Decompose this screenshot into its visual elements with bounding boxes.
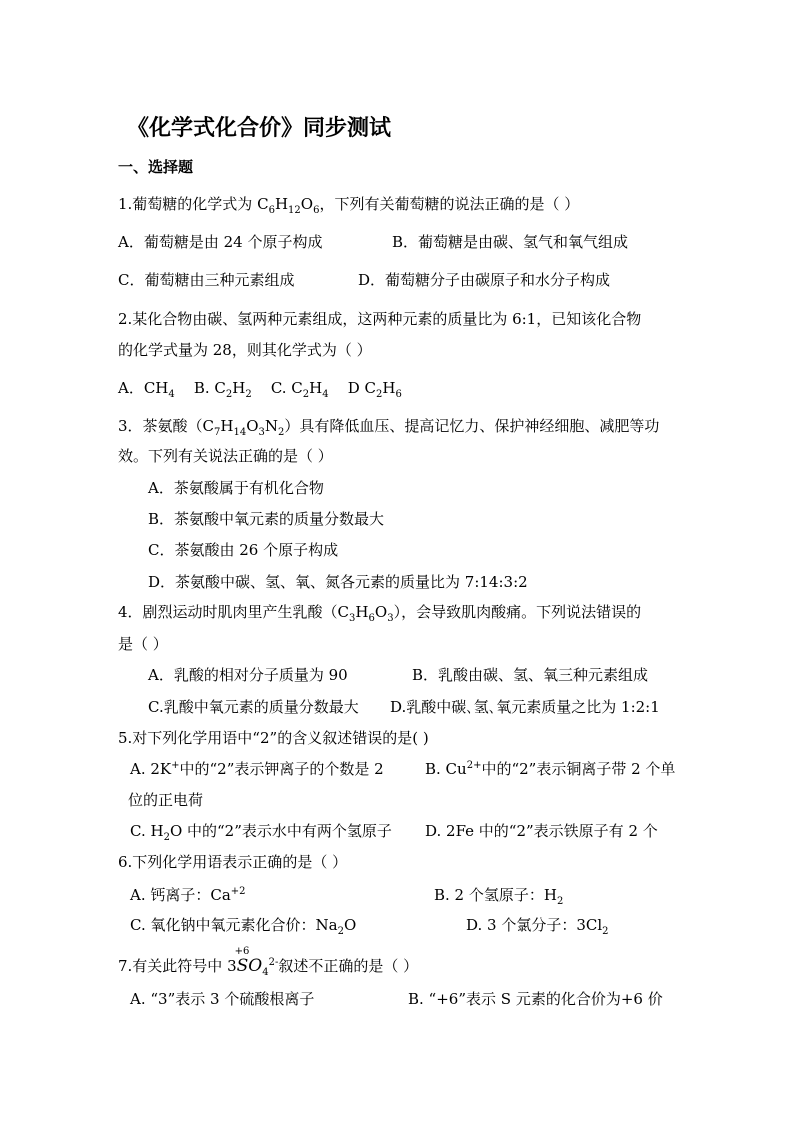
question-5-stem: 5.对下列化学用语中“2”的含义叙述错误的是( ): [118, 729, 429, 747]
section-heading: 一、选择题: [118, 158, 194, 176]
question-5-option-b: B. $Cu^{2+}$中的“2”表示铜离子带 2 个单: [425, 760, 676, 778]
question-5-option-a: A. 2K+中的“2”表示钾离子的个数是 2: [130, 760, 384, 778]
question-5-option-b-continued: 位的正电荷: [128, 791, 204, 809]
q2-option-c: C. $C_2H_4$: [270, 379, 329, 400]
question-1-option-b: B．葡萄糖是由碳、氢气和氧气组成: [392, 233, 629, 251]
question-1-option-c: C．葡萄糖由三种元素组成: [118, 271, 295, 289]
question-6-option-c: C. 氧化钠中氧元素化合价：$Na_2O$: [130, 916, 357, 937]
question-3-option-a: A．茶氨酸属于有机化合物: [148, 479, 324, 497]
page-title: 《化学式化合价》同步测试: [127, 115, 392, 141]
q2-option-d: D $C_2H_6$: [347, 379, 402, 400]
question-7-stem: 7.有关此符号中 3 +6 $SO_4^{2-}$叙述不正确的是（ ）: [118, 946, 419, 978]
question-6-option-b: B. 2 个氢原子：$H_2$: [434, 886, 564, 907]
question-5-option-c: C. $H_2O$ 中的“2”表示水中有两个氢原子: [130, 822, 392, 843]
question-6-option-a: A. 钙离子：$Ca^{+2}$: [130, 886, 246, 904]
question-6-stem: 6.下列化学用语表示正确的是（ ）: [118, 853, 348, 871]
question-5-option-d: D. 2Fe 中的“2”表示铁原子有 2 个: [425, 822, 658, 840]
question-4-stem-line1: 4．剧烈运动时肌肉里产生乳酸$(C_3H_6O_3)$，会导致肌肉酸痛。下列说法错误的: [118, 603, 642, 624]
question-1-stem: 1.葡萄糖的化学式为 $C_6H_{12}O_6$，下列有关葡萄糖的说法正确的是（ ）: [118, 195, 580, 216]
question-2-stem-line1: 2.某化合物由碳、氢两种元素组成，这两种元素的质量比为 6:1，已知该化合物: [118, 310, 642, 328]
question-3-option-d: D．茶氨酸中碳、氢、氧、氮各元素的质量比为 7:14:3:2: [148, 573, 528, 591]
question-4-option-b: B．乳酸由碳、氢、氧三种元素组成: [412, 666, 649, 684]
question-4-stem-line2: 是（ ）: [118, 635, 168, 653]
question-3-option-c: C．茶氨酸由 26 个原子构成: [148, 541, 339, 559]
question-2-options: [118, 378, 402, 398]
question-3-stem-line2: 效。下列有关说法正确的是（ ）: [118, 447, 333, 465]
question-1-option-a: A．葡萄糖是由 24 个原子构成: [118, 233, 323, 251]
question-3-stem-line1: 3．茶氨酸$(C_7H_{14}O_3N_2)$具有降低血压、提高记忆力、保护神经细胞、减肥等功: [118, 417, 660, 438]
question-6-option-d: D. 3 个氯分子：$3Cl_2$: [466, 916, 609, 937]
q2-option-a: A．$CH_4$: [118, 379, 175, 400]
question-7-option-b: B. “+6”表示 S 元素的化合价为+6 价: [408, 990, 663, 1008]
question-3-option-b: B．茶氨酸中氧元素的质量分数最大: [148, 510, 385, 528]
q2-option-b: B. $C_2H_2$: [193, 379, 252, 400]
question-4-option-a: A．乳酸的相对分子质量为 90: [148, 666, 348, 684]
question-4-option-c: C.乳酸中氧元素的质量分数最大: [148, 698, 359, 716]
question-1-option-d: D．葡萄糖分子由碳原子和水分子构成: [358, 271, 611, 289]
sulfate-ion-symbol: +6 $SO_4^{2-}$: [234, 946, 279, 978]
question-4-option-d: D.乳酸中碳､氢､氧元素质量之比为 1:2:1: [390, 698, 660, 716]
question-7-option-a: A. “3”表示 3 个硫酸根离子: [130, 990, 315, 1008]
question-2-stem-line2: 的化学式量为 28，则其化学式为（ ）: [118, 341, 372, 359]
